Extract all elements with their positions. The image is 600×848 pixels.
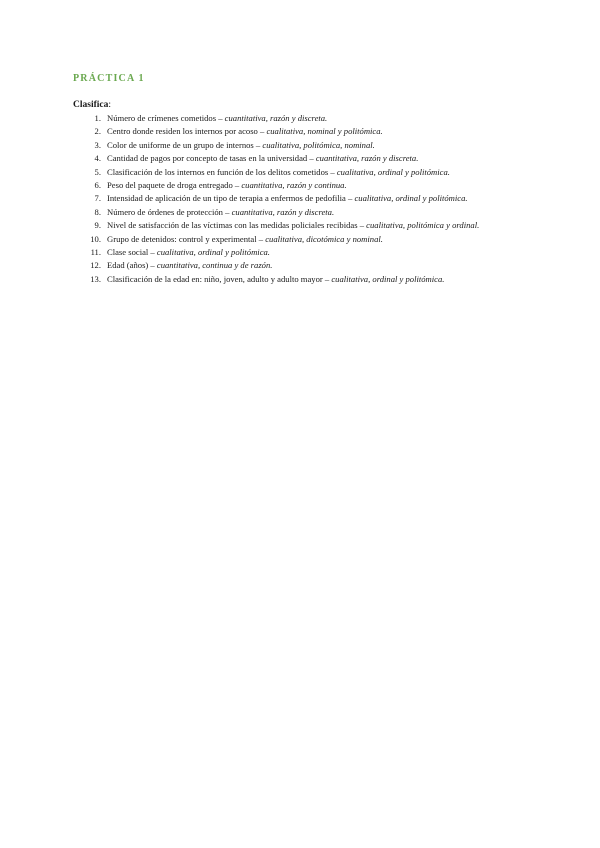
item-answer: cuantitativa, razón y continua. [241,180,347,191]
list-item [73,152,527,165]
item-text: Clasificación de la edad en: niño, joven, adulto y adulto mayor – [107,273,332,284]
item-answer: cualitativa, ordinal y politómica. [336,166,450,177]
item-answer: cualitativa, ordinal y politómica. [156,247,270,258]
item-text: Intensidad de aplicación de un tipo de terapia a enfermos de pedofilia – [107,193,355,204]
list-item [73,233,527,246]
item-answer: cualitativa, ordinal y politómica. [354,193,468,204]
instruction-colon: : [108,100,111,110]
instruction-label: Clasifica [73,100,109,110]
item-answer: cualitativa, dicotómica y nominal. [265,233,383,244]
item-answer: cuantitativa, continua y de razón. [156,260,273,271]
item-answer: cualitativa, ordinal y politómica. [331,273,445,284]
item-text: Clase social – [107,247,157,258]
item-number: 1. [94,113,101,123]
exercise-list [73,112,527,286]
list-item [73,259,527,272]
item-number: 3. [94,139,101,150]
list-item [73,179,527,192]
item-number: 7. [94,193,101,204]
list-item [73,273,527,286]
item-text: Grupo de detenidos: control y experimental – [107,233,266,244]
list-item [73,139,527,152]
item-text: Peso del paquete de droga entregado – [107,180,242,191]
item-text: Nivel de satisfacción de las víctimas con las medidas policiales recibidas – [107,220,367,231]
item-number: 12. [90,260,101,271]
list-item [73,246,527,259]
item-text: Cantidad de pagos por concepto de tasas en la universidad – [107,153,316,164]
item-number: 4. [94,153,101,164]
instruction-line [73,100,111,110]
item-answer: cuantitativa, razón y discreta. [224,113,328,123]
item-text: Clasificación de los internos en función de los delitos cometidos – [107,166,337,177]
list-item [73,192,527,205]
list-item [73,206,527,219]
item-text: Número de crímenes cometidos – [107,113,225,123]
item-text: Número de órdenes de protección – [107,206,232,217]
item-answer: cuantitativa, razón y discreta. [315,153,419,164]
item-number: 5. [94,166,101,177]
item-number: 2. [94,126,101,137]
item-text: Edad (años) – [107,260,157,271]
list-item [73,125,527,138]
item-answer: cualitativa, politómica, nominal. [262,139,375,150]
item-number: 11. [90,247,101,258]
list-item [73,112,527,125]
item-number: 13. [90,273,101,284]
list-item [73,166,527,179]
item-text: Centro donde residen los internos por acoso – [107,126,267,137]
item-number: 10. [90,233,101,244]
item-number: 8. [94,206,101,217]
item-answer: cuantitativa, razón y discreta. [231,206,335,217]
list-item [73,219,527,232]
page-title: PRÁCTICA 1 [73,73,145,84]
item-text: Color de uniforme de un grupo de internos – [107,139,263,150]
item-number: 6. [94,180,101,191]
item-answer: cualitativa, nominal y politómica. [266,126,383,137]
item-number: 9. [94,220,101,231]
item-answer: cualitativa, politómica y ordinal. [366,220,480,231]
